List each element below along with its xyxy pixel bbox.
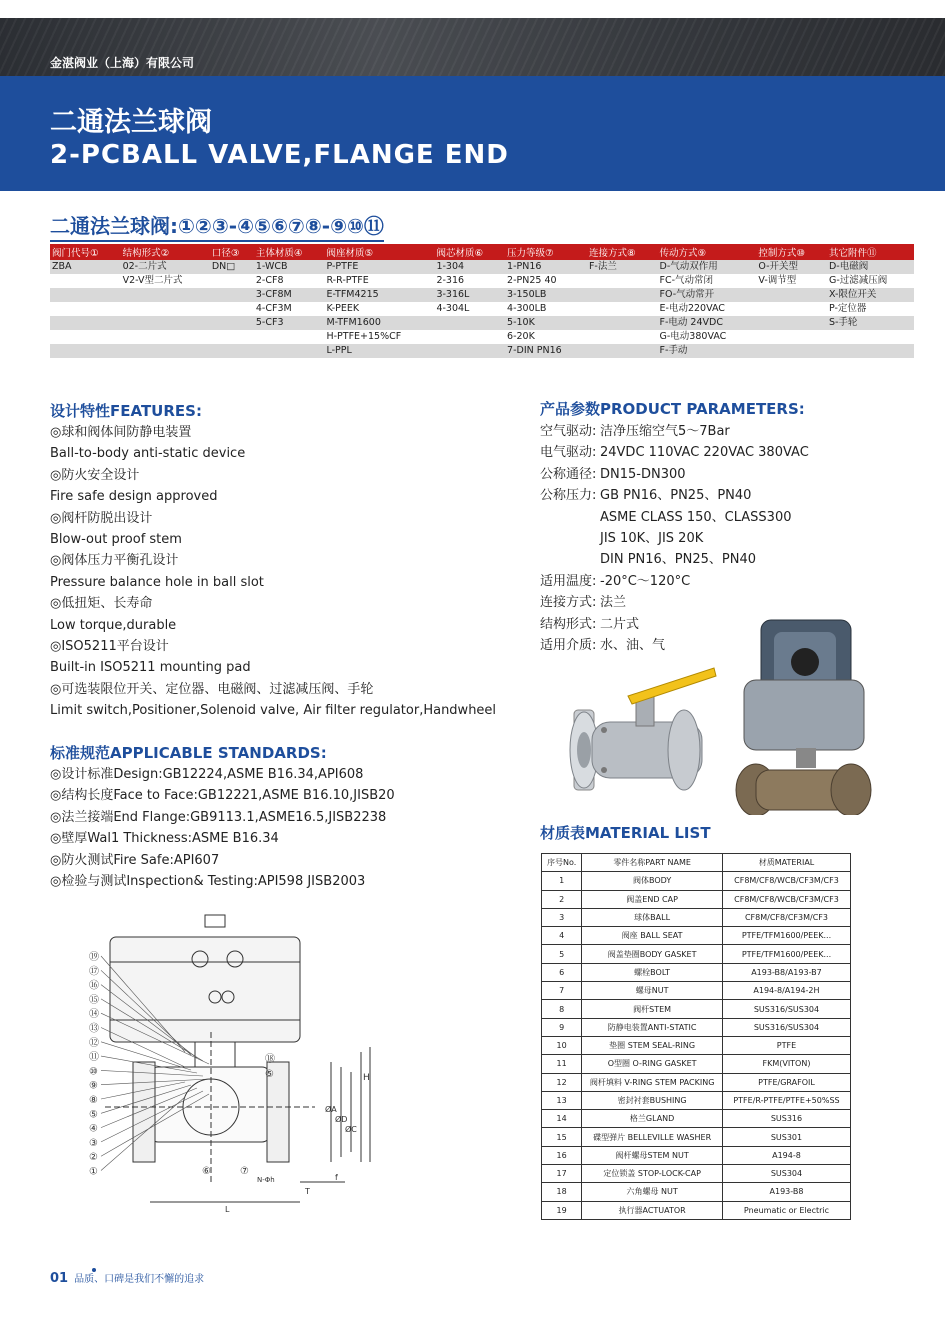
- code-cell: [587, 274, 658, 288]
- code-header-1: 阀门代号①: [50, 244, 121, 260]
- code-cell: 2-CF8: [255, 275, 284, 286]
- material-part: 执行器ACTUATOR: [582, 1201, 723, 1219]
- manual-valve-photo: [570, 668, 716, 790]
- code-cell: [121, 288, 210, 302]
- material-part: 阀杆STEM: [582, 1000, 723, 1018]
- material-material: PTFE/TFM1600/PEEK...: [722, 927, 850, 945]
- code-cell: 6-20K: [507, 331, 535, 342]
- code-row: [50, 316, 914, 330]
- code-cell: [756, 330, 827, 344]
- drawing-callout: ①: [89, 1166, 98, 1178]
- code-cell: [50, 316, 121, 330]
- code-cell: G-电动380VAC: [659, 331, 727, 342]
- material-row: [542, 1073, 851, 1091]
- parameter-value: 二片式: [600, 616, 640, 632]
- code-cell: V2-V型二片式: [122, 275, 183, 286]
- material-material: SUS316: [722, 1110, 850, 1128]
- code-header-3: 口径③: [210, 244, 254, 260]
- code-cell: [50, 330, 121, 344]
- code-cell: [50, 274, 121, 288]
- standard-line: ◎检验与测试Inspection& Testing:API598 JISB2003: [50, 874, 366, 890]
- code-cell: [210, 274, 254, 288]
- drawing-callout: ⑰: [89, 966, 99, 978]
- material-row: [542, 982, 851, 1000]
- model-code-title: [50, 210, 384, 239]
- code-cell: [434, 344, 505, 358]
- code-cell: 02-二片式: [121, 260, 210, 274]
- code-cell: R-R-PTFE: [326, 275, 369, 286]
- material-row: [542, 872, 851, 890]
- code-cell: V-调节型: [758, 275, 797, 286]
- parameter-label: 空气驱动:: [540, 424, 597, 439]
- parameter-label: [540, 528, 600, 549]
- code-cell: DN□: [210, 260, 254, 274]
- code-cell: 1-WCB: [254, 260, 325, 274]
- material-row: [542, 1110, 851, 1128]
- code-cell: 3-316L: [434, 288, 505, 302]
- code-cell: [210, 316, 254, 330]
- code-cell: [210, 288, 254, 302]
- features-list: [50, 422, 496, 722]
- material-material: CF8M/CF8/WCB/CF3M/CF3: [722, 872, 850, 890]
- parameter-label: 连接方式:: [540, 595, 597, 611]
- standard-line: ◎壁厚Wal1 Thickness:ASME B16.34: [50, 831, 279, 847]
- parameter-value: 24VDC 110VAC 220VAC 380VAC: [600, 445, 809, 461]
- standard-line: ◎设计标准Design:GB12224,ASME B16.34,API608: [50, 767, 364, 782]
- code-cell: [587, 288, 658, 302]
- code-cell: [827, 330, 914, 344]
- standards-list: [50, 764, 395, 892]
- parameter-row: [540, 421, 809, 442]
- feature-line: Blow-out proof stem: [50, 532, 182, 548]
- parameter-value: DIN PN16、PN25、PN40: [600, 552, 757, 568]
- feature-line: Built-in ISO5211 mounting pad: [50, 660, 251, 676]
- page-number: 01: [50, 1271, 69, 1286]
- material-list-heading: 材质表MATERIAL LIST: [540, 824, 711, 842]
- material-no: 3: [542, 908, 582, 926]
- parameter-value: -20°C～120°C: [600, 573, 691, 589]
- page-title-cn: 二通法兰球阀: [50, 107, 212, 138]
- code-cell: 7-DIN PN16: [505, 344, 587, 358]
- material-col-no: 序号No.: [542, 854, 582, 872]
- drawing-callout: ⑲: [89, 952, 99, 963]
- code-cell: O-开关型: [756, 260, 827, 274]
- material-row: [542, 927, 851, 945]
- code-cell: D-电磁阀: [827, 260, 914, 274]
- material-material: CF8M/CF8/WCB/CF3M/CF3: [722, 890, 850, 908]
- code-cell: ZBA: [50, 260, 121, 274]
- material-material: FKM(VITON): [722, 1055, 850, 1073]
- callout-5-right: ⑤: [265, 1069, 274, 1080]
- code-cell: 5-10K: [505, 316, 587, 330]
- material-part: 阀杆填料 V-RING STEM PACKING: [582, 1073, 723, 1091]
- material-row: [542, 1128, 851, 1146]
- parameter-row: [540, 507, 809, 528]
- code-cell: [756, 288, 827, 302]
- material-material: SUS316/SUS304: [722, 1000, 850, 1018]
- parameter-row: [540, 485, 809, 506]
- parameter-value: GB PN16、PN25、PN40: [600, 488, 752, 504]
- material-material: SUS316/SUS304: [722, 1018, 850, 1036]
- page-title-en: 2-PCBALL VALVE,FLANGE END: [50, 140, 509, 170]
- code-header-2: 结构形式②: [121, 244, 210, 260]
- material-part: 阀杆螺母STEM NUT: [582, 1146, 723, 1164]
- standard-line: ◎结构长度Face to Face:GB12221,ASME B16.10,JISB20: [50, 788, 395, 804]
- dim-d: ØD: [335, 1115, 348, 1124]
- actuated-valve-photo: [736, 620, 871, 815]
- code-cell: E-TFM4215: [324, 288, 434, 302]
- parameter-row: [540, 549, 809, 570]
- feature-line: ◎防火安全设计: [50, 467, 140, 483]
- code-row: [50, 260, 914, 274]
- code-cell: [254, 344, 325, 358]
- code-header-10: 控制方式⑩: [756, 244, 827, 260]
- drawing-callout: ⑧: [89, 1095, 98, 1106]
- code-cell: [756, 344, 827, 358]
- standard-line: ◎法兰接端End Flange:GB9113.1,ASME16.5,JISB2238: [50, 809, 387, 825]
- drawing-callout: ⑨: [89, 1080, 98, 1092]
- code-header-4: 主体材质④: [254, 244, 325, 260]
- callout-6: ⑥: [202, 1166, 211, 1177]
- parameter-label: 公称通径:: [540, 466, 597, 482]
- material-no: 15: [542, 1128, 582, 1146]
- material-no: 2: [542, 890, 582, 908]
- material-no: 8: [542, 1000, 582, 1018]
- code-cell: [121, 302, 210, 316]
- material-row: [542, 945, 851, 963]
- code-cell: X-限位开关: [827, 288, 914, 302]
- feature-line: Pressure balance hole in ball slot: [50, 574, 264, 590]
- product-photos: [556, 610, 916, 815]
- code-cell: 4-300LB: [507, 303, 547, 314]
- material-material: Pneumatic or Electric: [722, 1201, 850, 1219]
- drawing-callout: ⑮: [89, 994, 99, 1006]
- feature-line: ◎可选装限位开关、定位器、电磁阀、过滤减压阀、手轮: [50, 681, 374, 697]
- material-row: [542, 908, 851, 926]
- code-cell: [50, 344, 121, 358]
- footer-slogan: 品质、口碑是我们不懈的追求: [74, 1274, 205, 1285]
- material-no: 7: [542, 982, 582, 1000]
- code-cell: F-法兰: [587, 260, 658, 274]
- material-row: [542, 1165, 851, 1183]
- material-part: 格兰GLAND: [582, 1110, 723, 1128]
- code-cell: [210, 344, 254, 358]
- material-no: 6: [542, 963, 582, 981]
- material-row: [542, 1000, 851, 1018]
- parameter-value: ASME CLASS 150、CLASS300: [600, 509, 792, 525]
- parameter-row: [540, 442, 809, 463]
- material-row: [542, 1018, 851, 1036]
- material-table-header: [542, 854, 851, 872]
- code-header-6: 阀芯材质⑥: [434, 244, 505, 260]
- code-cell: P-定位器: [828, 303, 867, 314]
- drawing-callout: ④: [89, 1123, 98, 1135]
- code-cell: 3-CF8M: [254, 288, 325, 302]
- callout-18: ⑱: [265, 1054, 275, 1065]
- features-heading: 设计特性FEATURES:: [50, 402, 202, 420]
- code-cell: [756, 302, 827, 316]
- code-cell: E-电动220VAC: [659, 303, 725, 314]
- code-cell: F-电动 24VDC: [658, 316, 757, 330]
- material-material: A194-8/A194-2H: [722, 982, 850, 1000]
- drawing-callout: ⑩: [89, 1066, 98, 1078]
- material-col-material: 材质MATERIAL: [722, 854, 850, 872]
- code-cell: 5-CF3: [254, 316, 325, 330]
- material-row: [542, 1091, 851, 1109]
- material-row: [542, 1183, 851, 1201]
- code-row: [50, 302, 914, 316]
- code-cell: 1-304: [434, 260, 505, 274]
- feature-line: ◎ISO5211平台设计: [50, 639, 169, 655]
- code-header-11: 其它附件⑪: [827, 244, 914, 260]
- code-cell: [587, 344, 658, 358]
- material-material: PTFE/R-PTFE/PTFE+50%SS: [722, 1091, 850, 1109]
- actuator-cap: [205, 915, 225, 927]
- material-row: [542, 1036, 851, 1054]
- parameter-row: [540, 571, 809, 592]
- drawing-callout: ⑭: [89, 1009, 99, 1021]
- material-table: [541, 853, 851, 1220]
- material-no: 19: [542, 1201, 582, 1219]
- code-cell: L-PPL: [324, 344, 434, 358]
- dim-h: H: [363, 1073, 370, 1083]
- drawing-callout: ⑪: [89, 1052, 99, 1064]
- parameter-label: [540, 549, 600, 570]
- code-cell: 4-CF3M: [255, 303, 292, 314]
- material-material: PTFE/GRAFOIL: [722, 1073, 850, 1091]
- feature-line: ◎低扭矩、长寿命: [50, 596, 153, 612]
- standards-heading: 标准规范APPLICABLE STANDARDS:: [50, 744, 327, 762]
- material-part: 球体BALL: [582, 908, 723, 926]
- footer-dot: [92, 1268, 96, 1272]
- code-cell: F-手动: [658, 344, 757, 358]
- material-col-part: 零件名称PART NAME: [582, 854, 723, 872]
- material-material: CF8M/CF8/CF3M/CF3: [722, 908, 850, 926]
- material-no: 18: [542, 1183, 582, 1201]
- material-part: 螺栓BOLT: [582, 963, 723, 981]
- code-cell: 4-304L: [436, 303, 470, 314]
- code-cell: [121, 330, 210, 344]
- material-part: 螺母NUT: [582, 982, 723, 1000]
- model-code-table: [50, 244, 914, 358]
- code-cell: [50, 288, 121, 302]
- drawing-callout: ②: [89, 1152, 98, 1164]
- code-header-9: 传动方式⑨: [658, 244, 757, 260]
- material-part: O型圈 O-RING GASKET: [582, 1055, 723, 1073]
- drawing-callout: ⑬: [89, 1023, 99, 1035]
- material-row: [542, 963, 851, 981]
- material-material: A193-B8/A193-B7: [722, 963, 850, 981]
- code-header-8: 连接方式⑧: [587, 244, 658, 260]
- parameter-label: 公称压力:: [540, 488, 597, 504]
- material-no: 13: [542, 1091, 582, 1109]
- material-row: [542, 1055, 851, 1073]
- drawing-callout: ⑫: [89, 1037, 99, 1049]
- code-cell: [434, 330, 505, 344]
- material-material: PTFE/TFM1600/PEEK...: [722, 945, 850, 963]
- standard-line: ◎防火测试Fire Safe:API607: [50, 852, 220, 868]
- material-no: 5: [542, 945, 582, 963]
- material-part: 阀盖垫圈BODY GASKET: [582, 945, 723, 963]
- code-cell: 1-PN16: [505, 260, 587, 274]
- parameter-label: 适用温度:: [540, 573, 597, 589]
- code-cell: S-手轮: [827, 316, 914, 330]
- parameter-value: 洁净压缩空气5～7Bar: [600, 424, 730, 439]
- feature-line: Ball-to-body anti-static device: [50, 446, 246, 462]
- material-part: 碟型弹片 BELLEVILLE WASHER: [582, 1128, 723, 1146]
- material-no: 14: [542, 1110, 582, 1128]
- material-no: 10: [542, 1036, 582, 1054]
- code-cell: P-PTFE: [324, 260, 434, 274]
- dim-c: ØC: [345, 1125, 357, 1134]
- material-part: 阀座 BALL SEAT: [582, 927, 723, 945]
- code-cell: [587, 316, 658, 330]
- company-name: 金湛阀业（上海）有限公司: [50, 56, 195, 70]
- code-cell: [210, 330, 254, 344]
- material-no: 4: [542, 927, 582, 945]
- dim-f: f: [335, 1173, 338, 1182]
- code-cell: [587, 330, 658, 344]
- parameter-value: DN15-DN300: [600, 466, 686, 482]
- feature-line: Limit switch,Positioner,Solenoid valve, Air filter regulator,Handwheel: [50, 703, 497, 719]
- material-row: [542, 1146, 851, 1164]
- material-row: [542, 890, 851, 908]
- code-cell: [210, 302, 254, 316]
- material-material: SUS301: [722, 1128, 850, 1146]
- parameter-value: 法兰: [600, 595, 627, 611]
- drawing-callout: ③: [89, 1137, 98, 1149]
- parameter-row: [540, 464, 809, 485]
- material-material: PTFE: [722, 1036, 850, 1054]
- model-code-title-text: 二通法兰球阀:①②③-④⑤⑥⑦⑧-⑨⑩⑪: [50, 214, 384, 238]
- material-part: 阀盖END CAP: [582, 890, 723, 908]
- code-cell: M-TFM1600: [324, 316, 434, 330]
- parameter-value: JIS 10K、JIS 20K: [600, 531, 704, 547]
- parameter-value: 水、油、气: [600, 638, 666, 654]
- parameters-heading: 产品参数PRODUCT PARAMETERS:: [540, 400, 805, 418]
- code-cell: 3-150LB: [505, 288, 587, 302]
- code-cell: [121, 344, 210, 358]
- code-cell: [434, 316, 505, 330]
- code-cell: FO-气动常开: [658, 288, 757, 302]
- material-no: 9: [542, 1018, 582, 1036]
- code-cell: H-PTFE+15%CF: [326, 331, 402, 342]
- material-part: 防静电装置ANTI-STATIC: [582, 1018, 723, 1036]
- code-cell: [121, 316, 210, 330]
- feature-line: Fire safe design approved: [50, 489, 218, 505]
- dim-nh: N-Φh: [257, 1176, 275, 1184]
- material-no: 17: [542, 1165, 582, 1183]
- code-cell: 2-PN25 40: [507, 275, 557, 286]
- code-row: [50, 330, 914, 344]
- callout-7: ⑦: [240, 1166, 249, 1177]
- parameter-label: 结构形式:: [540, 616, 597, 632]
- material-part: 阀体BODY: [582, 872, 723, 890]
- material-material: SUS304: [722, 1165, 850, 1183]
- drawing-callout: ⑤: [89, 1109, 98, 1121]
- code-cell: D-气动双作用: [658, 260, 757, 274]
- material-part: 垫圈 STEM SEAL-RING: [582, 1036, 723, 1054]
- dim-t: T: [305, 1187, 310, 1196]
- material-no: 16: [542, 1146, 582, 1164]
- code-cell: [756, 316, 827, 330]
- material-part: 密封衬套BUSHING: [582, 1091, 723, 1109]
- code-cell: FC-气动常闭: [659, 275, 714, 286]
- material-row: [542, 1201, 851, 1219]
- parameter-label: 电气驱动:: [540, 445, 597, 461]
- code-cell: [254, 330, 325, 344]
- material-no: 1: [542, 872, 582, 890]
- parameter-label: 适用介质:: [540, 638, 597, 654]
- feature-line: ◎阀体压力平衡孔设计: [50, 553, 179, 569]
- material-part: 定位锁盖 STOP-LOCK-CAP: [582, 1165, 723, 1183]
- drawing-callout: ⑯: [89, 980, 99, 992]
- feature-line: ◎球和阀体间防静电装置: [50, 425, 192, 440]
- code-cell: G-过滤减压阀: [828, 275, 888, 286]
- code-row: [50, 288, 914, 302]
- code-header-5: 阀座材质⑤: [324, 244, 434, 260]
- code-row: [50, 274, 914, 288]
- feature-line: Low torque,durable: [50, 617, 177, 633]
- material-no: 12: [542, 1073, 582, 1091]
- code-cell: K-PEEK: [326, 303, 360, 314]
- feature-line: ◎阀杆防脱出设计: [50, 510, 153, 526]
- code-cell: 2-316: [436, 275, 465, 286]
- material-no: 11: [542, 1055, 582, 1073]
- page-footer: [50, 1270, 204, 1286]
- code-cell: [587, 302, 658, 316]
- dim-a: ØA: [325, 1105, 337, 1114]
- material-material: A193-B8: [722, 1183, 850, 1201]
- code-header-7: 压力等级⑦: [505, 244, 587, 260]
- code-cell: [827, 344, 914, 358]
- valve-section-drawing: [85, 912, 430, 1217]
- material-part: 六角螺母 NUT: [582, 1183, 723, 1201]
- parameter-row: [540, 528, 809, 549]
- dim-l: L: [225, 1205, 230, 1214]
- code-cell: [50, 302, 121, 316]
- material-material: A194-8: [722, 1146, 850, 1164]
- code-row: [50, 344, 914, 358]
- parameter-label: [540, 507, 600, 528]
